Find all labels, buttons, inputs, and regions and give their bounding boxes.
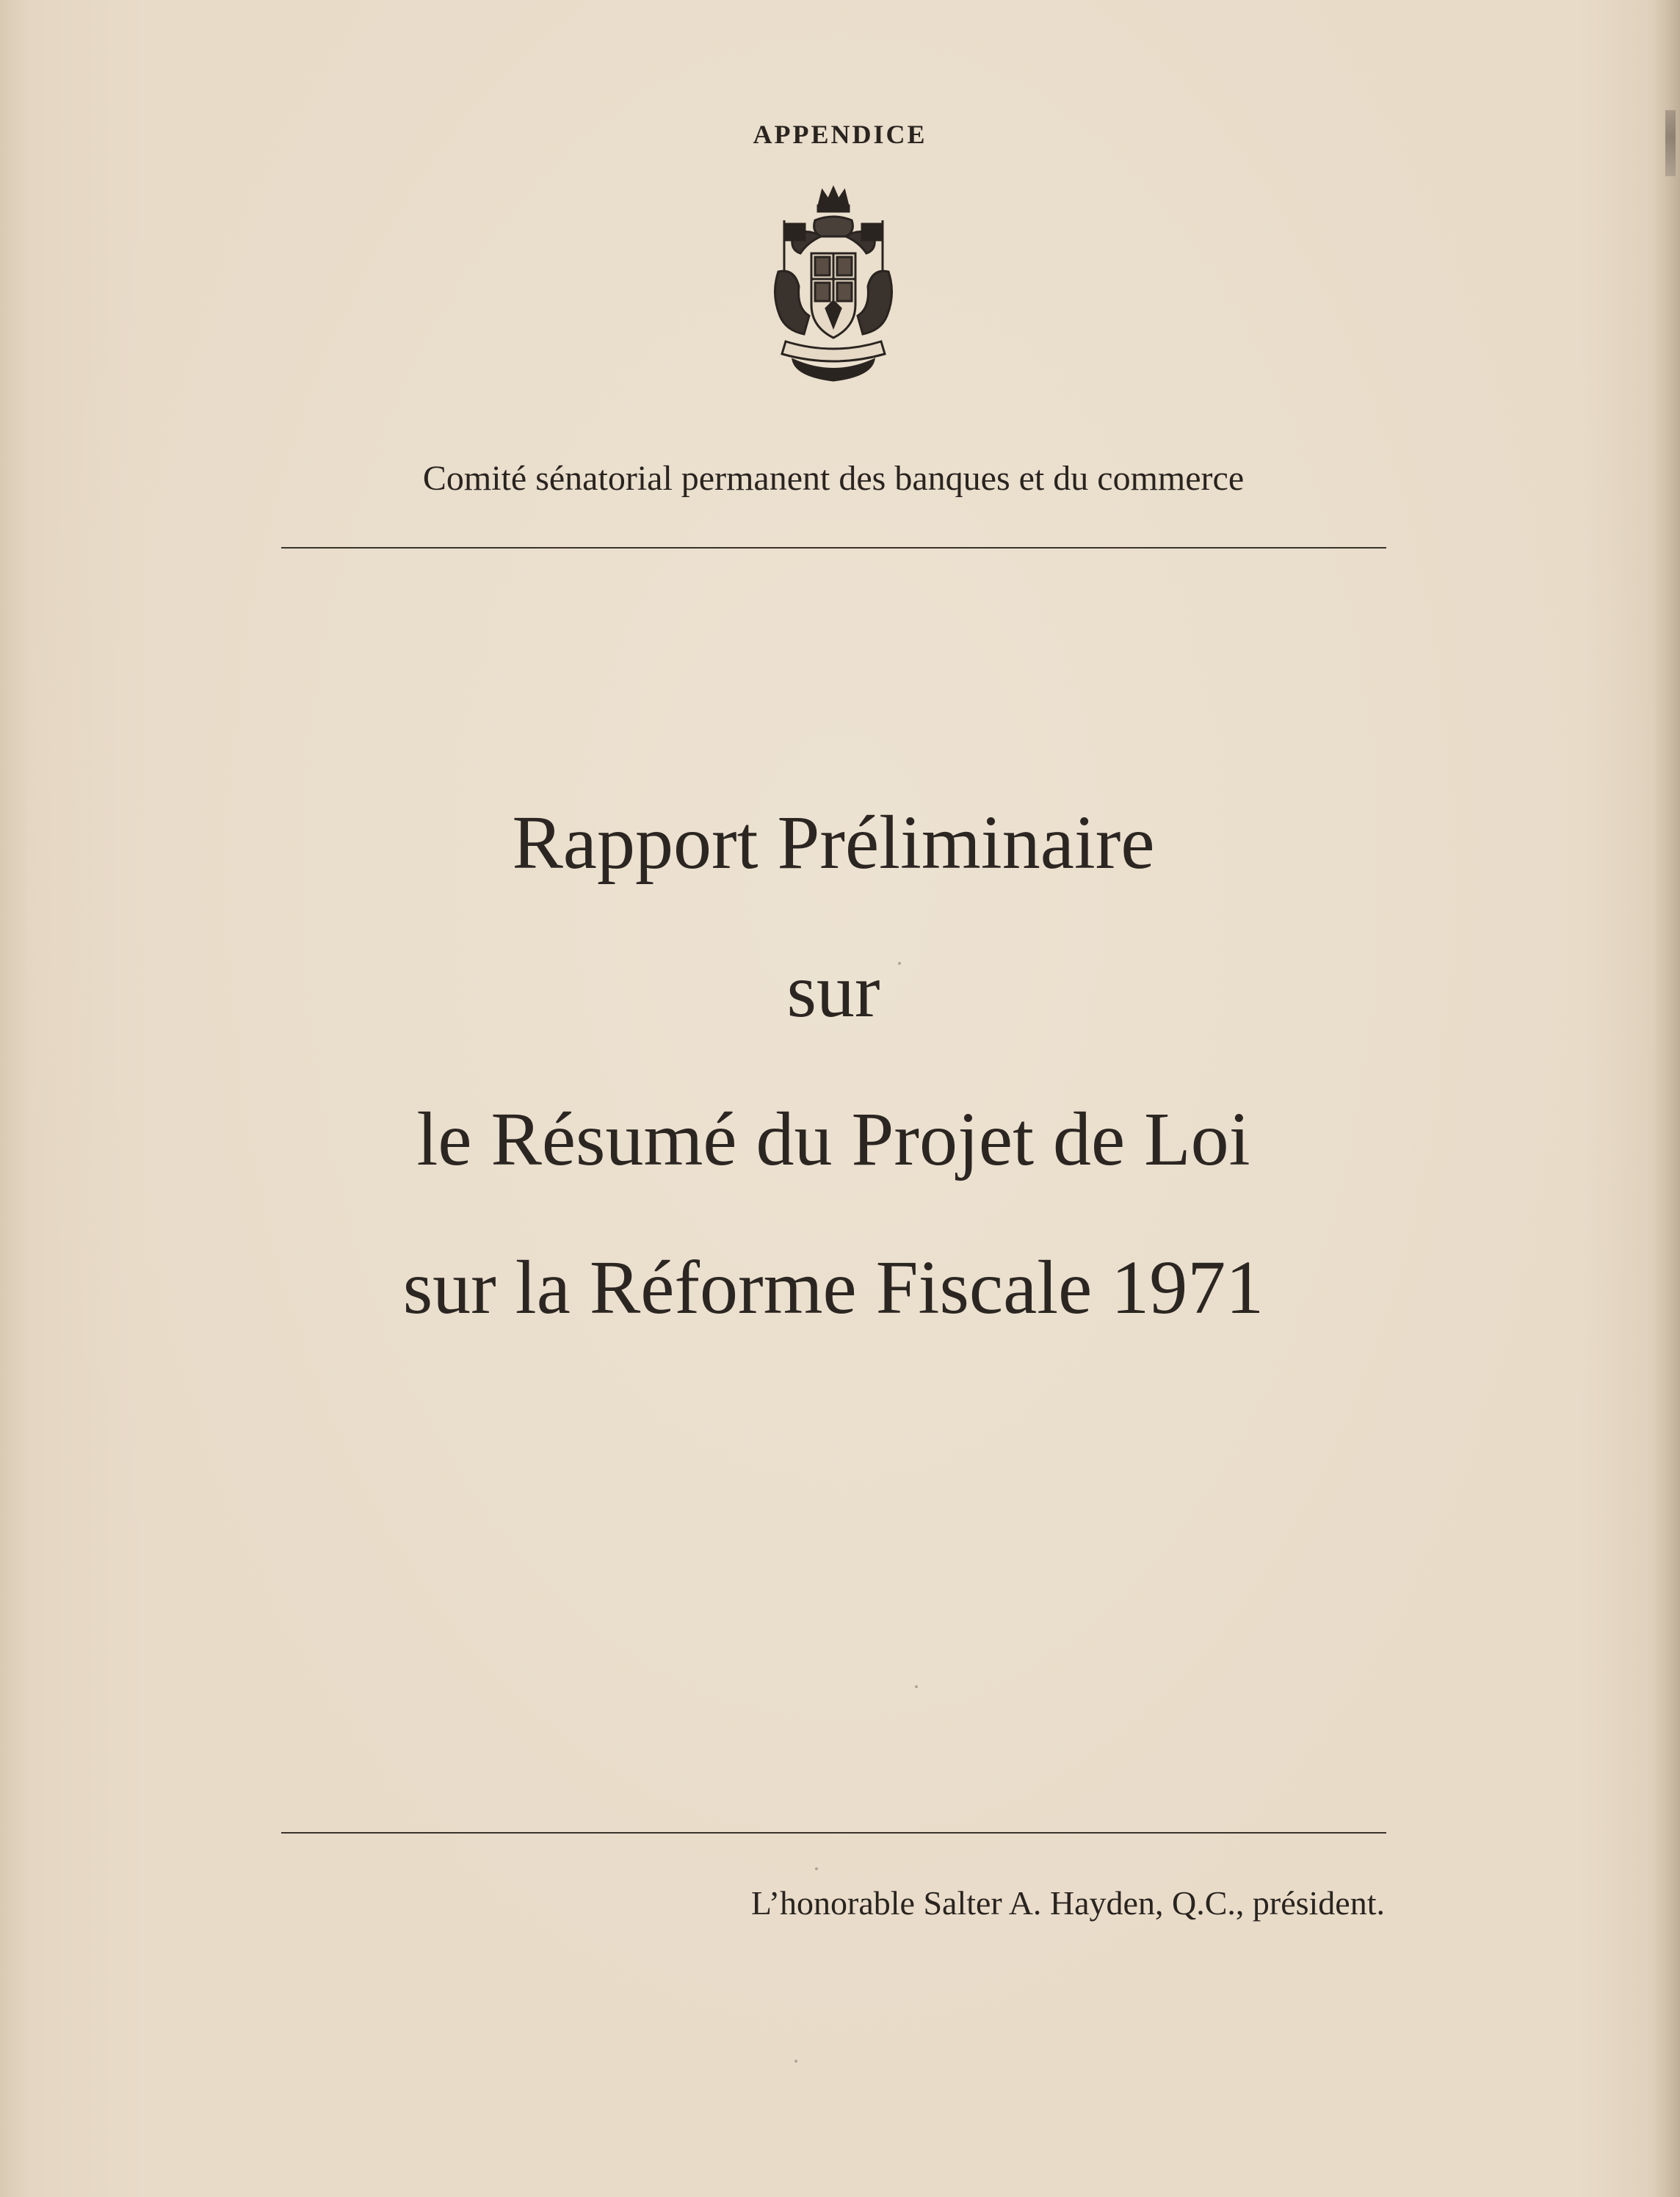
chairman-signature-line: L’honorable Salter A. Hayden, Q.C., président.	[750, 1884, 1385, 1922]
title-line-3: le Résumé du Projet de Loi	[416, 1097, 1250, 1181]
title-line-4: sur la Réforme Fiscale 1971	[402, 1245, 1264, 1330]
appendix-label: APPENDICE	[753, 120, 927, 149]
paper-speck	[794, 2060, 797, 2063]
canadian-coat-of-arms-icon	[764, 184, 903, 382]
committee-name: Comité sénatorial permanent des banques et du commerce	[422, 459, 1245, 498]
paper-speck	[898, 962, 901, 965]
title-line-1: Rapport Préliminaire	[512, 800, 1155, 885]
bottom-divider	[281, 1832, 1386, 1834]
top-divider	[281, 547, 1386, 549]
title-line-2: sur	[786, 949, 880, 1033]
paper-speck	[915, 1685, 918, 1688]
paper-speck	[815, 1867, 818, 1870]
